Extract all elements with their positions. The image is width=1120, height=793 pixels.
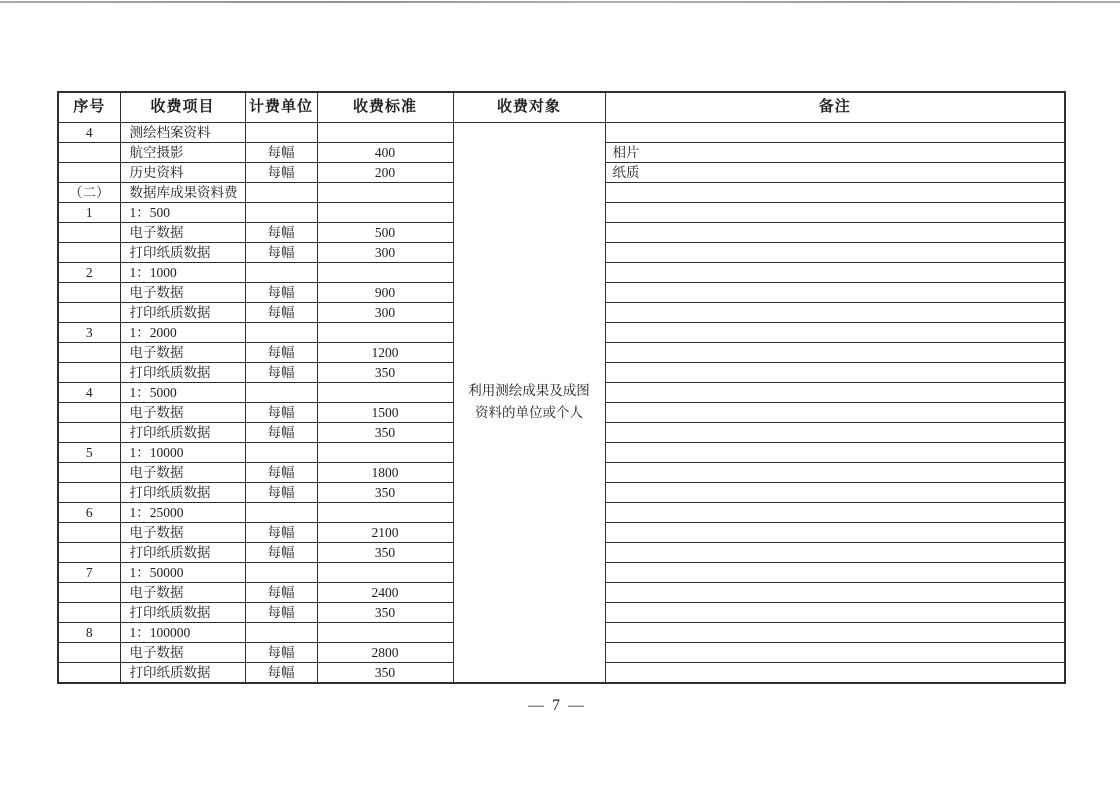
cell-item: 1：10000 [120,442,245,462]
cell-no [58,482,120,502]
cell-item: 打印纸质数据 [120,542,245,562]
cell-unit: 每幅 [245,342,317,362]
cell-unit: 每幅 [245,302,317,322]
cell-item: 电子数据 [120,462,245,482]
cell-rate: 400 [317,142,453,162]
cell-no: 3 [58,322,120,342]
cell-rate: 300 [317,302,453,322]
cell-unit: 每幅 [245,522,317,542]
cell-item: 打印纸质数据 [120,662,245,683]
cell-unit [245,442,317,462]
cell-unit: 每幅 [245,662,317,683]
cell-no [58,222,120,242]
cell-note [605,542,1065,562]
cell-note [605,242,1065,262]
col-header-unit: 计费单位 [245,92,317,122]
cell-rate: 300 [317,242,453,262]
cell-item: 电子数据 [120,582,245,602]
cell-rate: 350 [317,542,453,562]
cell-note [605,322,1065,342]
cell-item: 1：50000 [120,562,245,582]
fee-target-merged-cell: 利用测绘成果及成图资料的单位或个人 [453,122,605,683]
cell-no [58,162,120,182]
cell-unit: 每幅 [245,142,317,162]
cell-rate: 1200 [317,342,453,362]
cell-unit: 每幅 [245,282,317,302]
cell-unit: 每幅 [245,642,317,662]
page-number: — 7 — [528,697,586,714]
cell-unit: 每幅 [245,362,317,382]
col-header-target: 收费对象 [453,92,605,122]
cell-note [605,222,1065,242]
cell-unit: 每幅 [245,462,317,482]
cell-note [605,442,1065,462]
cell-unit: 每幅 [245,242,317,262]
cell-no [58,402,120,422]
cell-rate [317,322,453,342]
cell-no [58,542,120,562]
cell-rate [317,562,453,582]
cell-unit: 每幅 [245,402,317,422]
cell-item: 电子数据 [120,402,245,422]
cell-rate: 1800 [317,462,453,482]
cell-no: 2 [58,262,120,282]
cell-no: 1 [58,202,120,222]
cell-note [605,202,1065,222]
cell-unit: 每幅 [245,582,317,602]
cell-no [58,142,120,162]
cell-item: 1：100000 [120,622,245,642]
cell-unit: 每幅 [245,422,317,442]
cell-note [605,422,1065,442]
cell-note [605,622,1065,642]
cell-no: 4 [58,382,120,402]
cell-rate: 350 [317,362,453,382]
cell-rate [317,202,453,222]
cell-note: 纸质 [605,162,1065,182]
cell-no [58,362,120,382]
cell-rate [317,122,453,142]
cell-rate: 500 [317,222,453,242]
cell-note [605,342,1065,362]
cell-item: 1：25000 [120,502,245,522]
cell-rate: 350 [317,482,453,502]
cell-no [58,522,120,542]
cell-no [58,342,120,362]
cell-note [605,302,1065,322]
cell-item: 电子数据 [120,282,245,302]
cell-item: 打印纸质数据 [120,482,245,502]
cell-rate [317,182,453,202]
cell-unit [245,202,317,222]
cell-unit: 每幅 [245,482,317,502]
cell-note [605,382,1065,402]
cell-item: 打印纸质数据 [120,602,245,622]
col-header-note: 备注 [605,92,1065,122]
cell-note [605,282,1065,302]
cell-unit [245,262,317,282]
cell-item: 测绘档案资料 [120,122,245,142]
cell-no: 4 [58,122,120,142]
cell-item: 1：2000 [120,322,245,342]
cell-item: 1：500 [120,202,245,222]
cell-rate [317,622,453,642]
cell-item: 打印纸质数据 [120,302,245,322]
cell-no [58,642,120,662]
cell-no: 7 [58,562,120,582]
cell-no [58,422,120,442]
cell-note [605,122,1065,142]
cell-item: 1：5000 [120,382,245,402]
cell-note [605,502,1065,522]
cell-no [58,302,120,322]
cell-unit: 每幅 [245,222,317,242]
cell-note [605,262,1065,282]
cell-note [605,482,1065,502]
cell-note [605,522,1065,542]
cell-rate: 2100 [317,522,453,542]
cell-item: 电子数据 [120,642,245,662]
cell-item: 电子数据 [120,342,245,362]
cell-no [58,242,120,262]
cell-note [605,642,1065,662]
fee-schedule-table [57,91,1066,684]
cell-unit [245,562,317,582]
cell-no: （二） [58,182,120,202]
cell-note [605,182,1065,202]
scan-edge-line [0,1,1120,3]
cell-unit: 每幅 [245,162,317,182]
cell-no [58,582,120,602]
cell-unit [245,502,317,522]
cell-item: 电子数据 [120,522,245,542]
cell-item: 电子数据 [120,222,245,242]
cell-rate: 350 [317,422,453,442]
cell-unit: 每幅 [245,542,317,562]
cell-note [605,582,1065,602]
cell-rate [317,502,453,522]
cell-note [605,602,1065,622]
table-row [58,122,1065,142]
cell-item: 打印纸质数据 [120,242,245,262]
cell-rate: 900 [317,282,453,302]
cell-note [605,402,1065,422]
cell-unit [245,182,317,202]
cell-item: 1：1000 [120,262,245,282]
col-header-serial-no: 序号 [58,92,120,122]
cell-unit [245,322,317,342]
cell-rate: 350 [317,602,453,622]
cell-note [605,462,1065,482]
cell-note [605,562,1065,582]
cell-unit [245,122,317,142]
cell-no [58,282,120,302]
col-header-fee-item: 收费项目 [120,92,245,122]
cell-no: 5 [58,442,120,462]
cell-note: 相片 [605,142,1065,162]
cell-rate [317,442,453,462]
cell-no [58,602,120,622]
cell-note [605,662,1065,683]
cell-unit [245,382,317,402]
cell-unit [245,622,317,642]
cell-note [605,362,1065,382]
col-header-rate: 收费标准 [317,92,453,122]
cell-item: 航空摄影 [120,142,245,162]
cell-rate: 350 [317,662,453,683]
cell-rate: 200 [317,162,453,182]
cell-no: 6 [58,502,120,522]
cell-item: 打印纸质数据 [120,422,245,442]
header-row [58,92,1065,122]
cell-unit: 每幅 [245,602,317,622]
cell-item: 历史资料 [120,162,245,182]
cell-item: 数据库成果资料费 [120,182,245,202]
cell-no [58,462,120,482]
cell-no [58,662,120,683]
cell-rate [317,382,453,402]
cell-item: 打印纸质数据 [120,362,245,382]
cell-rate: 1500 [317,402,453,422]
cell-no: 8 [58,622,120,642]
cell-rate: 2800 [317,642,453,662]
cell-rate [317,262,453,282]
cell-rate: 2400 [317,582,453,602]
